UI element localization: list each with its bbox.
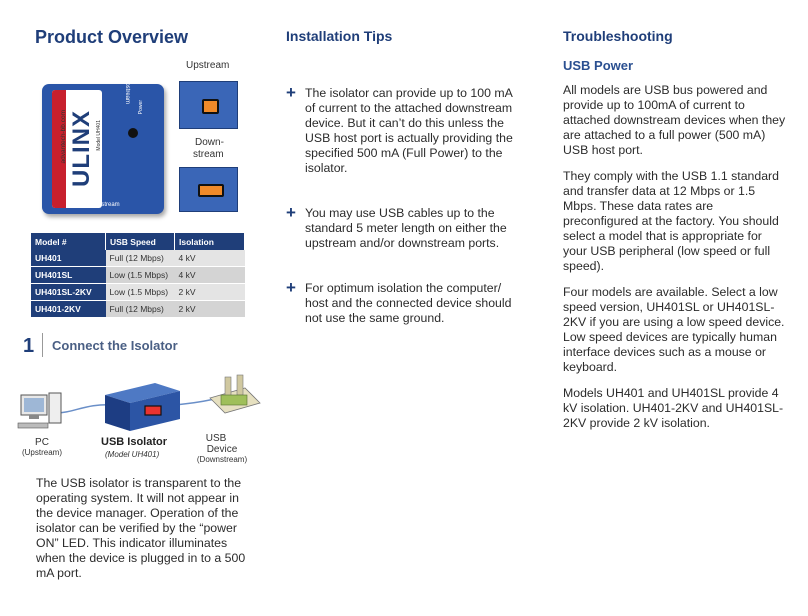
tip-text: For optimum isolation the computer/ host and the connected device should not use the same ground. [305,281,512,325]
table-cell: 2 kV [175,284,245,301]
upstream-port-photo [179,81,238,129]
device-upstream-text: Upstream [124,78,130,105]
device-label: Device [206,444,238,455]
usb-device-icon [210,375,260,413]
table-header: Isolation [175,233,245,250]
pc-icon [18,393,61,428]
device-site-text: advantech-bb.com [60,110,67,164]
tip-item [286,278,514,326]
tip-text: You may use USB cables up to the standard 5 meter length on either the upstream and/or downstream ports. [305,206,507,250]
product-overview-title: Product Overview [35,27,189,47]
device-power-text: Power [138,100,144,115]
table-cell: UH401-2KV [31,301,106,318]
troubleshooting-paragraph: All models are USB bus powered and provide up to 100mA of current to attached downstream devices when they are attached to a full power (500 mA) USB host port. [563,83,786,157]
installation-tips-title: Installation Tips [286,28,393,44]
plus-icon: + [286,83,296,102]
downstream-port-photo [179,167,238,212]
models-table [31,233,245,318]
table-cell: 4 kV [175,250,245,267]
table-cell: Low (1.5 Mbps) [106,284,175,301]
device-sublabel: (Downstream) [196,455,248,464]
table-cell: UH401 [31,250,106,267]
isolator-paragraph: The USB isolator is transparent to the operating system. It will not appear in the device manager. Operation of the isolator can be verified by the “power ON” LED. This indicator illuminates when the device is plugged in to a 500 mA port. [36,476,246,580]
step-number: 1 [23,335,35,357]
usb-label: USB [205,433,227,444]
tip-text: The isolator can provide up to 100 mA of current to the attached downstream device. But it can’t do this unless the USB host port is actually providing the specified 500 mA (Full Power) to the isolator. [305,86,513,175]
isolator-label: USB Isolator [101,436,168,448]
table-row [31,250,245,267]
plus-icon: + [286,203,296,222]
table-header: Model # [31,233,106,250]
table-cell: Low (1.5 Mbps) [106,267,175,284]
tip-item [286,83,514,176]
down-label: Down- [195,137,224,148]
device-model-text: Model UH401 [96,120,102,151]
table-row [31,267,245,284]
table-header-row [31,233,245,250]
table-header: USB Speed [106,233,175,250]
table-row [31,301,245,318]
table-cell: UH401SL [31,267,106,284]
tip-item [286,203,514,251]
troubleshooting-paragraph: Models UH401 and UH401SL provide 4 kV isolation. UH401-2KV and UH401SL-2KV provide 2 kV isolation. [563,386,784,430]
table-cell: Full (12 Mbps) [106,250,175,267]
isolator-sublabel: (Model UH401) [105,450,160,459]
usb-power-subtitle: USB Power [563,58,634,73]
step-divider [42,333,43,357]
table-cell: UH401SL-2KV [31,284,106,301]
isolator-icon [105,383,180,431]
troubleshooting-body [563,83,789,442]
upstream-label: Upstream [186,60,230,71]
step-title: Connect the Isolator [52,338,178,353]
power-led [128,128,138,138]
stream-label: stream [193,149,224,160]
product-photo [38,80,166,215]
table-row [31,284,245,301]
plus-icon: + [286,278,296,297]
pc-sublabel: (Upstream) [21,448,62,457]
table-cell: Full (12 Mbps) [106,301,175,318]
table-cell: 2 kV [175,301,245,318]
table-cell: 4 kV [175,267,245,284]
troubleshooting-paragraph: They comply with the USB 1.1 standard and transfer data at 12 Mbps or 1.5 Mbps. These data rates are preconfigured at the factory. You should select a model that is appropriate for your USB peripheral (low speed or full speed). [563,169,779,273]
pc-label: PC [35,437,49,448]
device-downstream-text: Downstream [86,202,120,208]
troubleshooting-title: Troubleshooting [563,28,673,44]
troubleshooting-paragraph: Four models are available. Select a low speed version, UH401SL or UH401SL-2KV if you are using a low speed device. Low speed devices are typically human interface devices such as a mouse or keyboard. [563,285,785,374]
ulinx-logo: ULINX [68,110,95,187]
